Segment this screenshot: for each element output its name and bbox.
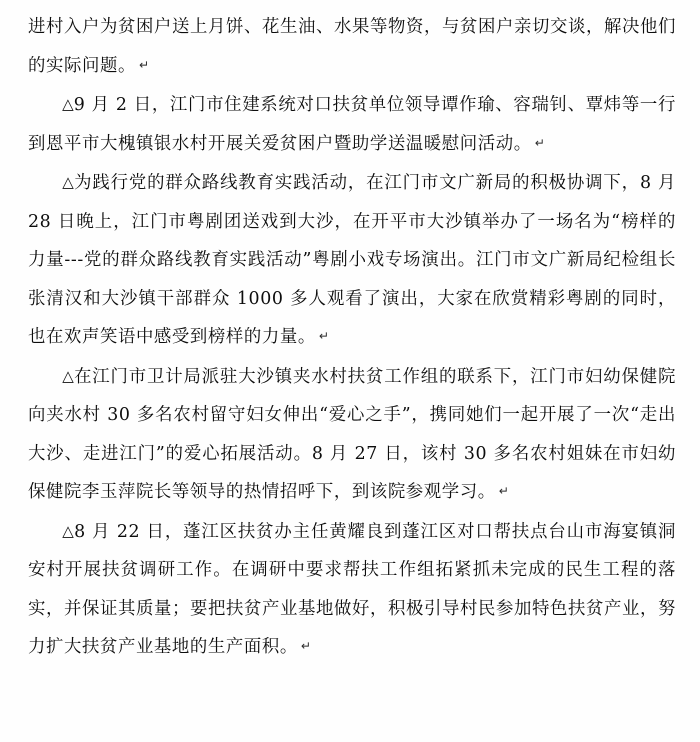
triangle-bullet-icon: △ [62, 366, 75, 385]
paragraph [28, 513, 676, 668]
paragraph-text: 进村入户为贫困户送上月饼、花生油、水果等物资，与贫困户亲切交谈，解决他们的实际问题。 [28, 17, 676, 76]
paragraph-mark-icon: ↵ [300, 639, 311, 653]
paragraph [28, 8, 676, 86]
paragraph [28, 164, 676, 358]
paragraph-mark-icon: ↵ [498, 484, 509, 498]
paragraph-mark-icon: ↵ [318, 329, 329, 343]
paragraph [28, 86, 676, 164]
triangle-bullet-icon: △ [62, 95, 74, 113]
triangle-bullet-icon: △ [62, 173, 75, 191]
paragraph-mark-icon: ↵ [534, 135, 545, 150]
paragraph-text: 9 月 2 日，江门市住建系统对口扶贫单位领导谭作瑜、容瑞钊、覃炜等一行到恩平市大槐镇银水村开展关爱贫困户暨助学送温暖慰问活动。 [28, 95, 676, 154]
document-body [28, 8, 676, 668]
paragraph [28, 358, 676, 513]
paragraph-text: 为践行党的群众路线教育实践活动，在江门市文广新局的积极协调下，8 月 28 日晚上，江门市粤剧团送戏到大沙，在开平市大沙镇举办了一场名为“榜样的力量---党的群众路线教育实践活动”粤剧小戏专场演出。江门市文广新局纪检组长张清汉和大沙镇干部群众 1000 多人观看了演出，大家在欣赏精彩粤剧的同时，也在欢声笑语中感受到榜样的力量。 [28, 173, 676, 347]
paragraph-mark-icon: ↵ [138, 57, 150, 72]
paragraph-text: 8 月 22 日，蓬江区扶贫办主任黄耀良到蓬江区对口帮扶点台山市海宴镇洞安村开展扶贫调研工作。在调研中要求帮扶工作组拓紧抓未完成的民生工程的落实，并保证其质量；要把扶贫产业基地做好，积极引导村民参加特色扶贫产业，努力扩大扶贫产业基地的生产面积。 [28, 521, 676, 657]
triangle-bullet-icon: △ [62, 521, 75, 540]
paragraph-text: 在江门市卫计局派驻大沙镇夹水村扶贫工作组的联系下，江门市妇幼保健院向夹水村 30 多名农村留守妇女伸出“爱心之手”，携同她们一起开展了一次“走出大沙、走进江门”的爱心拓展活动。8 月 27 日，该村 30 多名农村姐妹在市妇幼保健院李玉萍院长等领导的热情招呼下，到该院参观学习。 [28, 366, 676, 502]
